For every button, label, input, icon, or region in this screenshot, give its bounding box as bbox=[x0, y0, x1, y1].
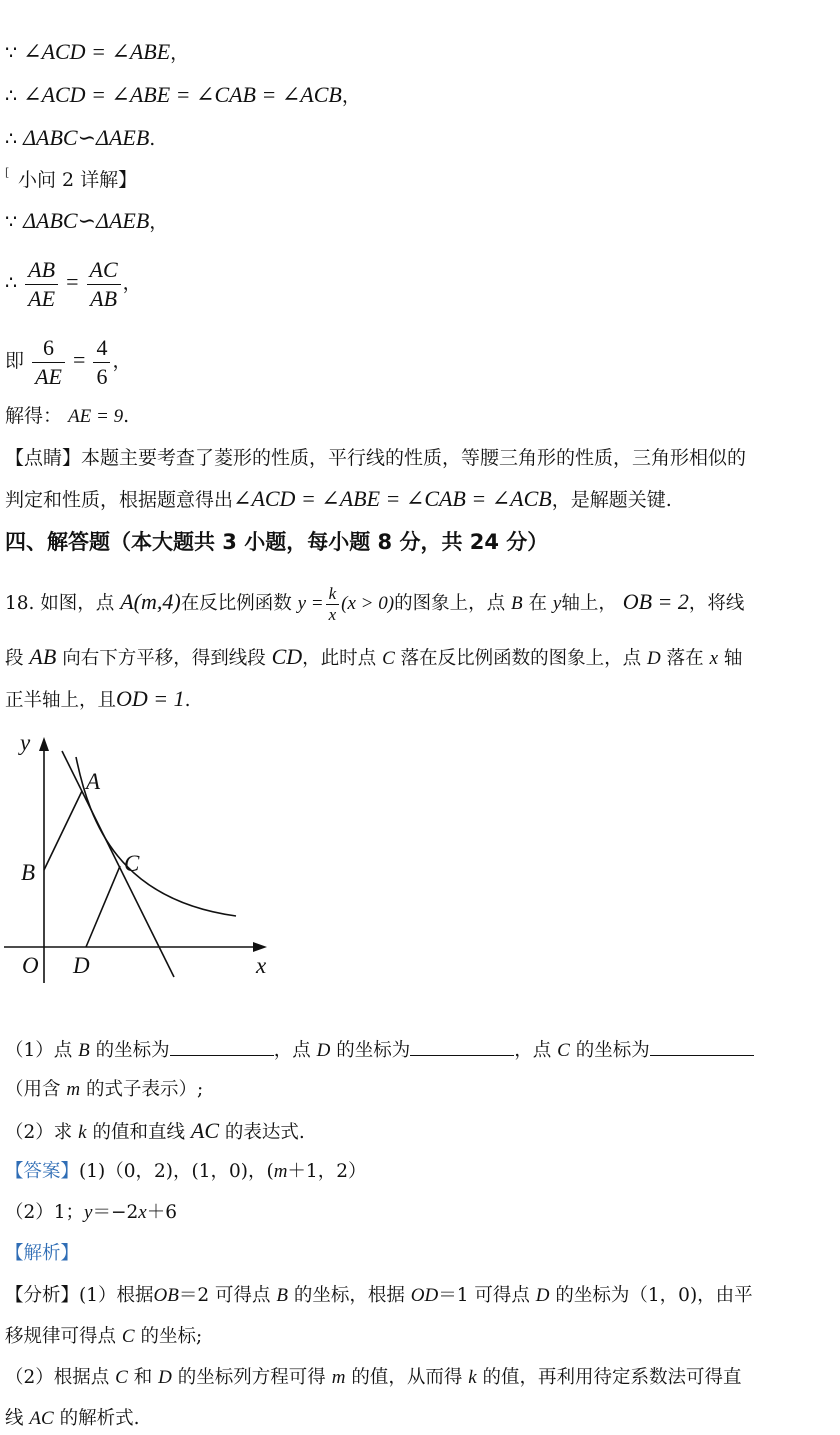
point-a: A(m,4) bbox=[120, 589, 181, 614]
text: 的式子表示）; bbox=[86, 1079, 204, 1100]
text: 在反比例函数 bbox=[180, 593, 292, 614]
denominator: AB bbox=[90, 285, 118, 311]
numerator: 4 bbox=[93, 334, 110, 363]
text: (1)（0，2)，(1，0)，( bbox=[79, 1161, 274, 1182]
proof-line-2 bbox=[5, 83, 361, 108]
proof-line-3 bbox=[5, 126, 155, 151]
problem-18-line-1 bbox=[5, 572, 744, 634]
punct: ， bbox=[149, 211, 169, 233]
part2-line-3 bbox=[5, 330, 131, 391]
answer-line-2 bbox=[5, 1201, 177, 1225]
var-m: m bbox=[66, 1079, 81, 1100]
point-c: C bbox=[121, 1326, 135, 1347]
text: （2）根据点 bbox=[5, 1367, 110, 1388]
text: 线 bbox=[5, 1408, 24, 1429]
numerator: 6 bbox=[32, 334, 65, 363]
y-axis-arrow bbox=[39, 737, 49, 751]
segment-cd-line bbox=[86, 866, 120, 947]
text: ＝−2 bbox=[92, 1202, 139, 1223]
text: 的值，再利用待定系数法可得直 bbox=[482, 1367, 742, 1388]
var-m: m bbox=[273, 1161, 288, 1182]
punct: ， bbox=[112, 350, 132, 372]
text: ，是解题关键. bbox=[551, 489, 672, 511]
text: 落在反比例函数的图象上，点 bbox=[400, 648, 642, 669]
text: 的坐标; bbox=[140, 1326, 203, 1347]
text: 的坐标为 bbox=[95, 1040, 170, 1061]
fraction-6-ae bbox=[32, 334, 65, 391]
text: 在 bbox=[528, 593, 547, 614]
answer-label: 【答案】 bbox=[5, 1161, 80, 1182]
point-d: D bbox=[535, 1285, 550, 1306]
point-d: D bbox=[647, 648, 661, 669]
denominator: AE bbox=[35, 363, 62, 389]
analysis-line-4 bbox=[5, 1407, 139, 1431]
x-axis-arrow bbox=[253, 942, 267, 952]
text: （1）点 bbox=[5, 1040, 73, 1061]
answer-blank-c[interactable] bbox=[650, 1037, 754, 1056]
var-k: k bbox=[468, 1367, 477, 1388]
analysis-line-2 bbox=[5, 1325, 202, 1349]
answer-blank-d[interactable] bbox=[410, 1037, 514, 1056]
question-2 bbox=[5, 1119, 305, 1145]
var-k: k bbox=[78, 1122, 87, 1143]
line-ac: AC bbox=[29, 1408, 54, 1429]
line-ac bbox=[62, 751, 174, 977]
therefore-symbol: ∴ bbox=[5, 128, 18, 150]
punct: ， bbox=[341, 85, 361, 107]
text: ＝1 可得点 bbox=[438, 1285, 530, 1306]
section-heading: 四、解答题（本大题共 3 小题，每小题 8 分，共 24 分） bbox=[5, 530, 549, 554]
function-lhs: y = bbox=[297, 593, 324, 614]
namely-label: 即 bbox=[5, 350, 25, 372]
label-y: y bbox=[20, 730, 31, 755]
dianjing-line-1: 【点睛】本题主要考查了菱形的性质，平行线的性质，等腰三角形的性质，三角形相似的 bbox=[5, 447, 747, 469]
text: 向右下方平移，得到线段 bbox=[62, 648, 266, 669]
label-b: B bbox=[21, 860, 36, 885]
text: 的坐标为 bbox=[336, 1040, 411, 1061]
label-d: D bbox=[73, 953, 90, 978]
text: ＋6 bbox=[146, 1202, 177, 1223]
denominator: 6 bbox=[96, 363, 108, 389]
domain-condition: (x > 0) bbox=[341, 593, 395, 614]
text: ，此时点 bbox=[302, 648, 377, 669]
punct: . bbox=[123, 405, 130, 427]
punct: . bbox=[184, 690, 191, 711]
equals-sign: = bbox=[66, 269, 79, 294]
problem-18-line-3 bbox=[5, 687, 191, 713]
text: 正半轴上，且 bbox=[5, 690, 117, 711]
ob-length: OB = 2 bbox=[622, 589, 689, 614]
proof-line-1 bbox=[5, 40, 189, 65]
label-a: A bbox=[86, 769, 101, 794]
segment-cd: CD bbox=[271, 644, 303, 669]
angle-equation: ∠ACD = ∠ABE = ∠CAB = ∠ACB bbox=[233, 486, 552, 511]
fraction-k-x bbox=[326, 584, 340, 625]
y-axis-var: y bbox=[552, 593, 562, 614]
question-1-note bbox=[5, 1078, 203, 1102]
var-y: y bbox=[84, 1202, 93, 1223]
because-symbol: ∵ bbox=[5, 211, 18, 233]
text: 的解析式. bbox=[59, 1408, 140, 1429]
coordinate-figure bbox=[0, 725, 290, 990]
text: ，点 bbox=[514, 1040, 552, 1061]
solve-label: 解得： bbox=[5, 405, 63, 427]
text: 移规律可得点 bbox=[5, 1326, 117, 1347]
seg-od: OD bbox=[410, 1285, 439, 1306]
denominator: AE bbox=[28, 285, 56, 311]
dianjing-line-2 bbox=[5, 487, 672, 512]
text: 【分析】(1）根据 bbox=[5, 1285, 154, 1306]
od-length: OD = 1 bbox=[116, 686, 185, 711]
part2-heading: 小问 2 详解】 bbox=[18, 169, 138, 191]
seg-ob: OB bbox=[153, 1285, 179, 1306]
text: 的坐标为（1，0)，由平 bbox=[555, 1285, 753, 1306]
text: 的图象上，点 bbox=[394, 593, 506, 614]
bracket-mark: [ bbox=[5, 166, 10, 179]
text: 的值和直线 bbox=[92, 1122, 186, 1143]
punct: ， bbox=[122, 272, 142, 294]
segment-ab: AB bbox=[29, 644, 57, 669]
numerator: AB bbox=[25, 256, 58, 285]
text: 的坐标为 bbox=[575, 1040, 650, 1061]
line-ac: AC bbox=[190, 1118, 220, 1143]
point-c: C bbox=[557, 1040, 570, 1061]
text: 落在 bbox=[666, 648, 704, 669]
text: 轴 bbox=[723, 648, 743, 669]
text: 的值，从而得 bbox=[351, 1367, 463, 1388]
problem-18-line-2 bbox=[5, 645, 742, 671]
point-c: C bbox=[115, 1367, 128, 1388]
part2-line-2 bbox=[5, 252, 142, 313]
text: （用含 bbox=[5, 1079, 61, 1100]
point-d: D bbox=[158, 1367, 172, 1388]
var-x: x bbox=[138, 1202, 147, 1223]
equals-sign: = bbox=[73, 347, 86, 372]
label-x: x bbox=[256, 953, 267, 978]
numerator: k bbox=[326, 584, 340, 605]
punct: . bbox=[149, 128, 156, 150]
analysis-label: 【解析】 bbox=[5, 1243, 80, 1264]
similarity-statement: ΔABC∽ΔAEB bbox=[23, 125, 150, 150]
text: 的坐标，根据 bbox=[293, 1285, 405, 1306]
text: 18. 如图，点 bbox=[5, 593, 115, 614]
text: 的表达式. bbox=[224, 1122, 305, 1143]
punct: ， bbox=[170, 42, 190, 64]
point-c: C bbox=[382, 648, 395, 669]
fraction-ab-ae bbox=[25, 256, 58, 313]
x-axis-var: x bbox=[709, 648, 719, 669]
text: 轴上， bbox=[561, 593, 617, 614]
label-o: O bbox=[22, 953, 39, 978]
fraction-4-6 bbox=[93, 334, 110, 391]
angle-equation: ∠ACD = ∠ABE bbox=[23, 39, 171, 64]
solve-line bbox=[5, 404, 129, 429]
because-symbol: ∵ bbox=[5, 42, 18, 64]
text: ，将线 bbox=[688, 593, 745, 614]
question-1 bbox=[5, 1037, 754, 1063]
text: ＋1，2） bbox=[287, 1161, 367, 1182]
numerator: AC bbox=[87, 256, 121, 285]
denominator: x bbox=[328, 604, 337, 624]
text: ＝2 可得点 bbox=[178, 1285, 271, 1306]
angle-equation: ∠ACD = ∠ABE = ∠CAB = ∠ACB bbox=[23, 82, 342, 107]
text: （2）1； bbox=[5, 1202, 85, 1223]
label-c: C bbox=[124, 851, 140, 876]
point-b: B bbox=[78, 1040, 90, 1061]
point-b: B bbox=[510, 593, 523, 614]
var-m: m bbox=[331, 1367, 346, 1388]
analysis-line-1 bbox=[5, 1284, 753, 1308]
answer-line-1 bbox=[5, 1160, 366, 1184]
text: （2）求 bbox=[5, 1122, 73, 1143]
part2-line-1 bbox=[5, 209, 168, 234]
therefore-symbol: ∴ bbox=[5, 272, 18, 294]
answer-blank-b[interactable] bbox=[170, 1037, 274, 1056]
text: 判定和性质，根据题意得出 bbox=[5, 489, 234, 511]
therefore-symbol: ∴ bbox=[5, 85, 18, 107]
similarity-statement: ΔABC∽ΔAEB bbox=[23, 208, 150, 233]
point-d: D bbox=[316, 1040, 331, 1061]
text: 和 bbox=[133, 1367, 153, 1388]
point-b: B bbox=[276, 1285, 288, 1306]
text: 的坐标列方程可得 bbox=[177, 1367, 326, 1388]
text: 段 bbox=[5, 648, 24, 669]
segment-ab-line bbox=[44, 791, 82, 870]
text: ，点 bbox=[273, 1040, 311, 1061]
fraction-ac-ab bbox=[87, 256, 121, 313]
analysis-line-3 bbox=[5, 1366, 742, 1390]
solution-expr: AE = 9 bbox=[68, 406, 124, 427]
